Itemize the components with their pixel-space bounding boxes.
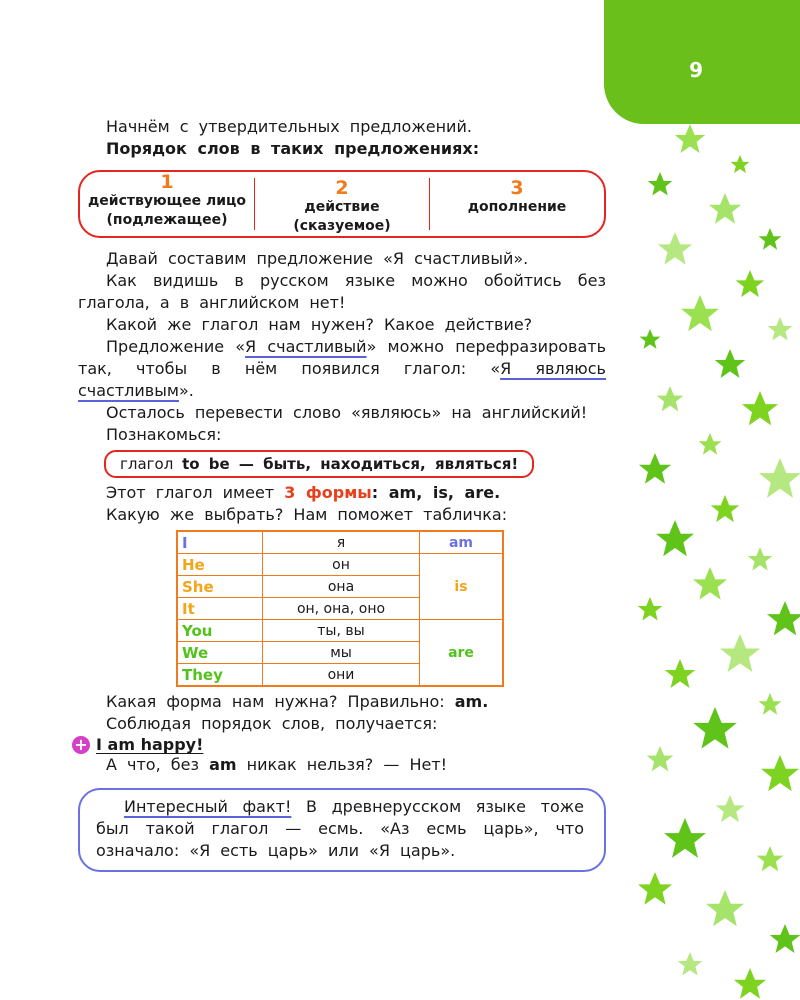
fact-title: Интересный факт! xyxy=(124,797,292,816)
page-content xyxy=(74,116,606,872)
verb-forms-table xyxy=(176,530,504,687)
plus-icon: + xyxy=(72,736,90,754)
translation-cell: он, она, оно xyxy=(263,598,420,620)
translation-cell: он xyxy=(263,554,420,576)
word-order-label: действие xyxy=(304,199,380,215)
pronoun-cell: He xyxy=(177,554,263,576)
pronoun-cell: We xyxy=(177,642,263,664)
word-order-label: дополнение xyxy=(467,199,567,215)
word-order-label: действующее лицо xyxy=(87,193,247,209)
verb-cell: are xyxy=(420,620,504,687)
translation-cell: ты, вы xyxy=(263,620,420,642)
example-sentence xyxy=(72,735,606,754)
pronoun-cell: You xyxy=(177,620,263,642)
word-order-item xyxy=(429,178,604,230)
verb-cell: am xyxy=(420,531,504,554)
word-order-number: 2 xyxy=(335,177,349,199)
translation-cell: мы xyxy=(263,642,420,664)
paragraph: Какую же выбрать? Нам поможет табличка: xyxy=(106,505,508,524)
paragraph: Как видишь в русском языке можно обойтись без глагола, а в английском нет! xyxy=(78,271,606,312)
example-text: I am happy! xyxy=(96,735,204,754)
pronoun-cell: It xyxy=(177,598,263,620)
word-order-number: 3 xyxy=(510,177,524,199)
paragraph: А что, без am никак нельзя? — Нет! xyxy=(106,755,448,774)
underlined-phrase: Я счастливый xyxy=(245,337,367,356)
verb-cell: is xyxy=(420,554,504,620)
pronoun-cell: I xyxy=(177,531,263,554)
paragraph: Начнём с утвердительных предложений. xyxy=(106,117,472,136)
verb-definition-box: глагол to be — быть, находиться, являться! xyxy=(104,450,534,478)
paragraph: Соблюдая порядок слов, получается: xyxy=(106,714,438,733)
word-order-item xyxy=(254,177,429,234)
paragraph: Давай составим предложение «Я счастливый». xyxy=(106,249,529,268)
paragraph: Этот глагол имеет 3 формы: am, is, are. xyxy=(106,483,501,502)
underlined-phrase: Я являюсь счастливым xyxy=(78,359,606,400)
paragraph: Осталось перевести слово «являюсь» на английский! xyxy=(106,403,588,422)
fact-box xyxy=(78,788,606,872)
paragraph: Познакомься: xyxy=(106,425,222,444)
stars-decoration xyxy=(630,110,800,1000)
translation-cell: я xyxy=(263,531,420,554)
pronoun-cell: They xyxy=(177,664,263,687)
word-order-sub: (сказуемое) xyxy=(293,218,391,234)
table-row xyxy=(177,531,503,554)
paragraph: Предложение «Я счастливый» можно перефразировать так, чтобы в нём появился глагол: «Я являюсь счастливым». xyxy=(78,337,606,400)
word-order-item xyxy=(80,172,254,236)
pronoun-cell: She xyxy=(177,576,263,598)
table-row xyxy=(177,554,503,576)
paragraph: Порядок слов в таких предложениях: xyxy=(106,139,480,158)
paragraph: Какая форма нам нужна? Правильно: am. xyxy=(106,692,489,711)
word-order-box xyxy=(78,170,606,238)
word-order-sub: (подлежащее) xyxy=(106,212,228,228)
table-row xyxy=(177,620,503,642)
page-number: 9 xyxy=(689,58,703,82)
translation-cell: они xyxy=(263,664,420,687)
word-order-number: 1 xyxy=(160,171,174,193)
translation-cell: она xyxy=(263,576,420,598)
paragraph: Какой же глагол нам нужен? Какое действие? xyxy=(106,315,533,334)
fact-text: В древнерусском языке тоже был такой глагол — есмь. «Аз есмь царь», что означало: «Я есть царь» или «Я царь». xyxy=(96,797,585,860)
